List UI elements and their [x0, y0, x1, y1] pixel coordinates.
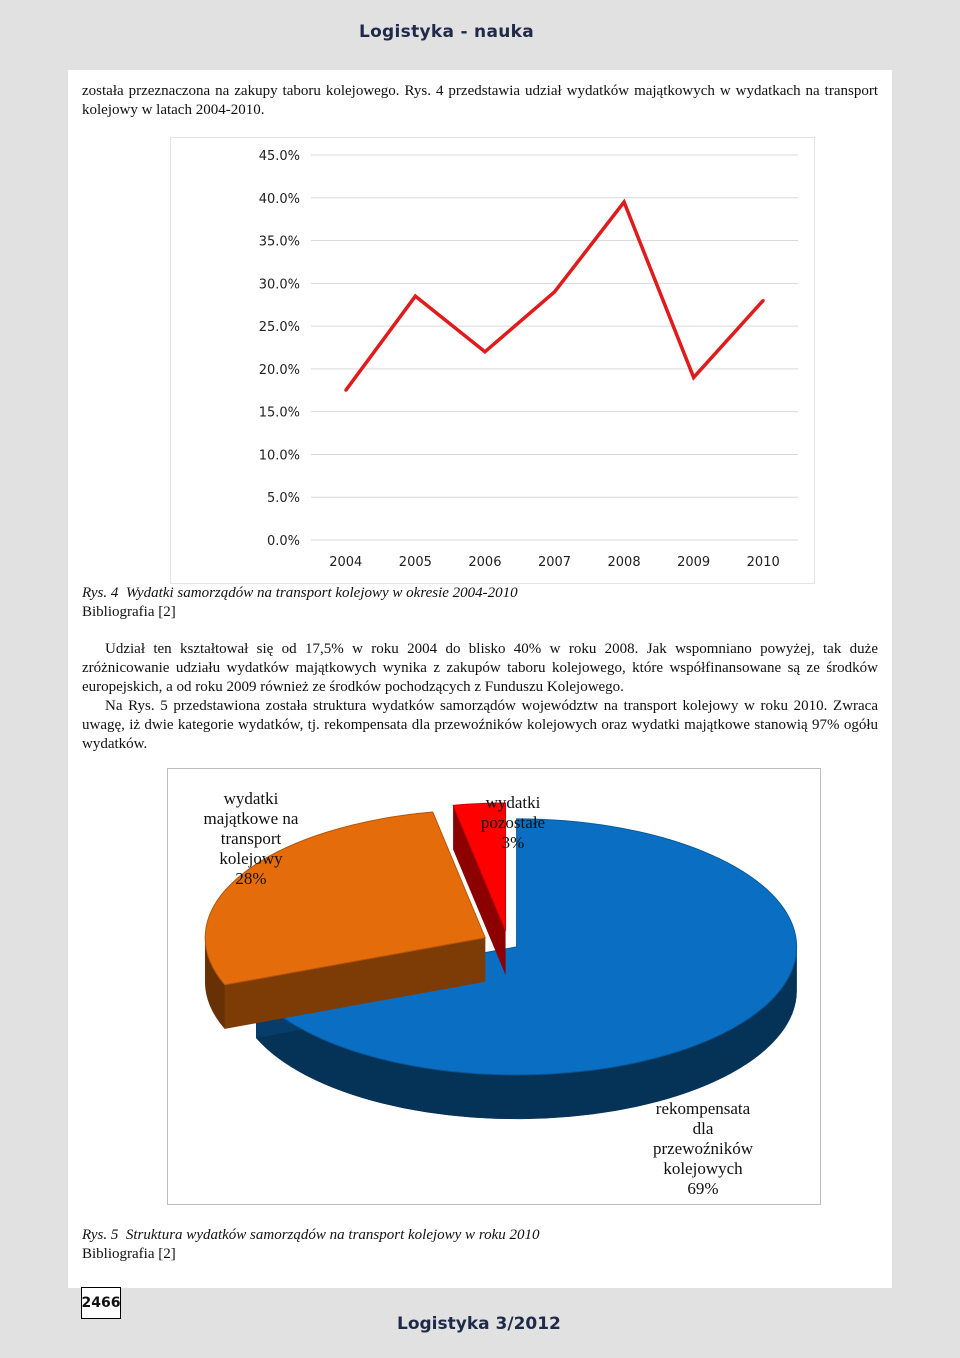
- y-tick-label: 40.0%: [258, 191, 300, 207]
- data-point: [483, 350, 486, 353]
- x-tick-label: 2004: [329, 555, 363, 570]
- y-tick-label: 15.0%: [258, 405, 300, 421]
- pie-label-majatkowe-line4: kolejowy: [219, 849, 283, 868]
- data-point: [414, 295, 417, 298]
- page-sheet: [68, 70, 892, 1288]
- data-point: [344, 389, 347, 392]
- pie-label-pozostale: [468, 793, 558, 853]
- pie-label-pozostale-line1: wydatki: [485, 793, 541, 812]
- pie-label-majatkowe: [196, 789, 306, 889]
- pie-chart-frame: [167, 768, 821, 1205]
- y-tick-label: 10.0%: [258, 448, 300, 464]
- figure-5-title: Struktura wydatków samorządów na transport kolejowy w roku 2010: [125, 1227, 540, 1243]
- x-tick-label: 2008: [607, 555, 641, 570]
- body-paragraph-1: Udział ten kształtował się od 17,5% w roku 2004 do blisko 40% w roku 2008. Jak wspomniano powyżej, tak duże zróżnicowanie udziału wydatków majątkowych wynika z zakupów taboru kolejowego, które współfinansowane są ze środków europejskich, a od roku 2009 również ze środków pochodzących z Funduszu Kolejowego.: [82, 641, 878, 695]
- pie-label-majatkowe-value: 28%: [235, 869, 267, 888]
- pie-label-rekompensata-line3: przewoźników: [652, 1139, 754, 1158]
- page-number: 2466: [81, 1287, 121, 1319]
- pie-label-pozostale-value: 3%: [501, 833, 525, 852]
- intro-paragraph: została przeznaczona na zakupy taboru kolejowego. Rys. 4 przedstawia udział wydatków majątkowych w wydatkach na transport kolejowy w latach 2004-2010.: [82, 83, 878, 118]
- pie-label-rekompensata-line2: dla: [692, 1119, 714, 1138]
- pie-label-pozostale-line2: pozostałe: [480, 813, 546, 832]
- body-paragraph-2: Na Rys. 5 przedstawiona została struktura wydatków samorządów województw na transport kolejowy w roku 2010. Zwraca uwagę, iż dwie kategorie wydatków, tj. rekompensata dla przewoźników kolejowych oraz wydatki majątkowe stanowią 97% ogółu wydatków.: [82, 698, 878, 752]
- data-point: [553, 290, 556, 293]
- pie-label-rekompensata-line1: rekompensata: [655, 1099, 751, 1118]
- figure-5-caption: [82, 1226, 540, 1264]
- figure-4-title: Wydatki samorządów na transport kolejowy w okresie 2004-2010: [125, 585, 518, 601]
- pie-label-majatkowe-line1: wydatki: [223, 789, 279, 808]
- y-tick-label: 0.0%: [266, 534, 300, 549]
- data-point: [623, 201, 626, 204]
- pie-label-rekompensata-value: 69%: [687, 1179, 719, 1198]
- data-point: [762, 299, 765, 302]
- figure-4-source: Bibliografia [2]: [82, 604, 176, 620]
- y-tick-label: 25.0%: [258, 320, 300, 336]
- y-tick-label: 45.0%: [258, 149, 300, 164]
- x-tick-label: 2007: [537, 555, 572, 570]
- pie-label-majatkowe-line3: transport: [220, 829, 282, 848]
- line-chart-frame: [170, 137, 815, 584]
- x-tick-label: 2006: [468, 555, 502, 570]
- figure-5-source: Bibliografia [2]: [82, 1246, 176, 1262]
- journal-section-title: Logistyka - nauka: [358, 22, 534, 42]
- figure-4-prefix: Rys. 4: [82, 585, 119, 601]
- journal-issue: Logistyka 3/2012: [397, 1314, 561, 1334]
- y-tick-label: 5.0%: [266, 491, 300, 507]
- x-tick-label: 2010: [746, 555, 780, 570]
- y-tick-label: 20.0%: [258, 362, 300, 378]
- y-tick-label: 30.0%: [258, 277, 300, 293]
- series-line: [346, 202, 763, 390]
- pie-label-majatkowe-line2: majątkowe na: [203, 809, 299, 828]
- line-chart: [171, 138, 814, 583]
- data-point: [692, 376, 695, 379]
- figure-4-caption: [82, 584, 518, 622]
- pie-label-rekompensata-line4: kolejowych: [663, 1159, 743, 1178]
- pie-label-rekompensata: [638, 1099, 768, 1199]
- x-tick-label: 2009: [677, 555, 711, 570]
- y-tick-label: 35.0%: [258, 234, 300, 250]
- x-tick-label: 2005: [398, 555, 432, 570]
- figure-5-prefix: Rys. 5: [82, 1227, 119, 1243]
